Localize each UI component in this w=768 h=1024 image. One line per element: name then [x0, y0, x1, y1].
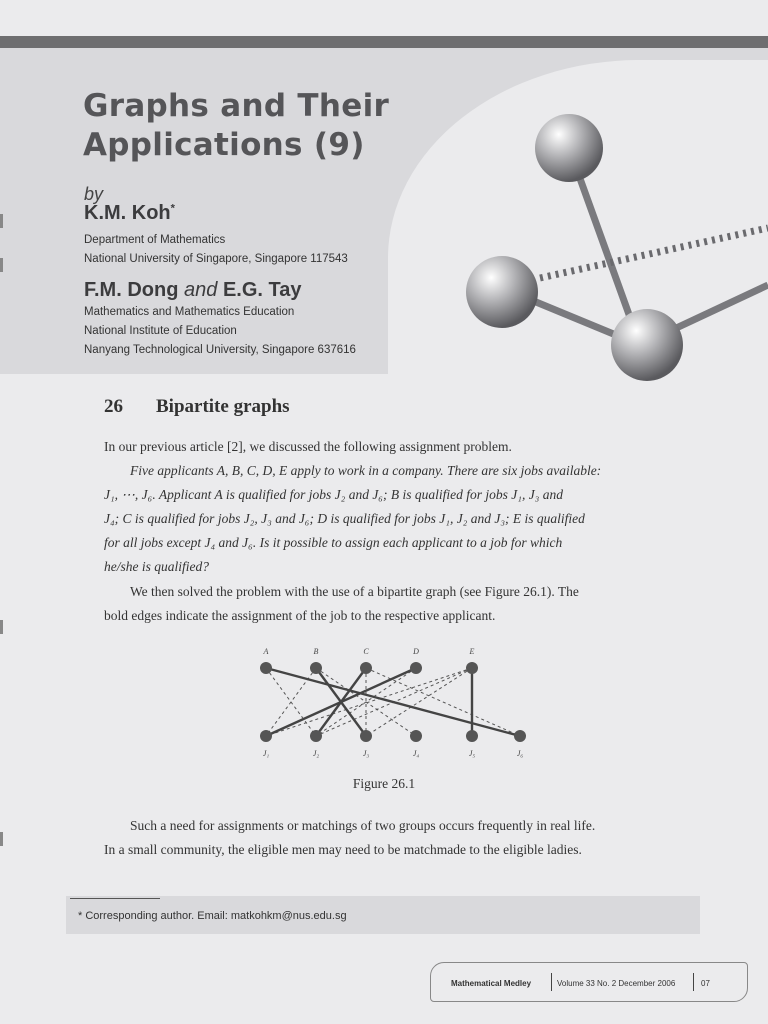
bipartite-graph-figure: [230, 640, 540, 766]
page-footer: [430, 962, 748, 1002]
text-line: Such a need for assignments or matchings of two groups occurs frequently in real life.: [130, 818, 596, 833]
vertex-label: J₁: [262, 749, 270, 758]
affiliation-line: Nanyang Technological University, Singapore 637616: [84, 344, 356, 356]
vertex-bottom: [466, 730, 478, 742]
affiliation-line: Department of Mathematics: [84, 234, 226, 246]
author-1-name: K.M. Koh: [84, 202, 171, 224]
vertex-label: A: [263, 647, 269, 656]
vertex-bottom: [310, 730, 322, 742]
vertex-top: [310, 662, 322, 674]
affiliation-line: National Institute of Education: [84, 325, 237, 337]
text-line: he/she is qualified?: [104, 559, 209, 574]
author-2: [84, 279, 301, 302]
footnote: * Corresponding author. Email: matkohkm@nus.edu.sg: [78, 910, 347, 922]
paragraph-matching: [104, 814, 700, 862]
vertex-bottom: [410, 730, 422, 742]
vertex-bottom: [360, 730, 372, 742]
vertex-label: C: [363, 647, 369, 656]
text-line: In our previous article [2], we discussed the following assignment problem.: [104, 439, 512, 454]
vertex-label: J₂: [312, 749, 320, 758]
vertex-top: [360, 662, 372, 674]
page-number: 07: [701, 979, 710, 988]
edge-mark: [0, 258, 3, 272]
figure-caption: Figure 26.1: [352, 776, 416, 791]
text-line: for all jobs except J₄ and J₆. Is it possible to assign each applicant to a job for which: [104, 535, 563, 550]
article-title: [83, 87, 389, 165]
vertex-bottom: [514, 730, 526, 742]
author-mark: *: [170, 202, 175, 215]
author-1: [84, 202, 175, 225]
section-title: Bipartite graphs: [156, 396, 290, 417]
vertex-top: [410, 662, 422, 674]
text-line: In a small community, the eligible men may need to be matchmade to the eligible ladies.: [104, 842, 582, 857]
vertex-label: E: [469, 647, 475, 656]
vertex-label: J₄: [412, 749, 420, 758]
footer-separator: [693, 973, 694, 991]
affiliation-line: Mathematics and Mathematics Education: [84, 306, 295, 318]
author-1-affiliation: [84, 231, 348, 269]
vertex-label: D: [413, 647, 419, 656]
molecule-illustration: [455, 100, 768, 390]
text-line: bold edges indicate the assignment of the job to the respective applicant.: [104, 608, 496, 623]
title-line-1: Graphs and Their: [83, 88, 390, 124]
vertex-label: J₃: [362, 749, 370, 758]
section-number: 26: [104, 396, 123, 417]
top-bar: [0, 36, 768, 48]
author-2a-name: F.M. Dong: [84, 279, 179, 301]
text-line: Five applicants A, B, C, D, E apply to work in a company. There are six jobs available:: [130, 463, 602, 478]
footnote-rule: [70, 898, 160, 899]
affiliation-line: National University of Singapore, Singapore 117543: [84, 253, 348, 265]
edge-mark: [0, 214, 3, 228]
issue-info: Volume 33 No. 2 December 2006: [557, 979, 676, 988]
author-2-affiliation: [84, 303, 356, 360]
edge-mark: [0, 620, 3, 634]
author-and: and: [184, 279, 218, 301]
paragraph-problem: [104, 459, 700, 579]
text-line: J₁, ⋯, J₆. Applicant A is qualified for jobs J₂ and J₆; B is qualified for jobs J₁, J₃ and: [104, 487, 563, 502]
journal-name: Mathematical Medley: [451, 979, 532, 988]
title-line-2: Applications (9): [83, 127, 365, 163]
vertex-label: B: [313, 647, 319, 656]
vertex-label: J₅: [468, 749, 476, 758]
text-line: We then solved the problem with the use of a bipartite graph (see Figure 26.1). The: [130, 584, 579, 599]
byline: by: [84, 184, 104, 204]
vertex-bottom: [260, 730, 272, 742]
author-2b-name: E.G. Tay: [222, 279, 302, 301]
section-heading: [104, 396, 290, 418]
vertex-top: [466, 662, 478, 674]
edge-mark: [0, 832, 3, 846]
text-line: J₄; C is qualified for jobs J₂, J₃ and J₆; D is qualified for jobs J₁, J₂ and J₃; E is qualified: [104, 511, 585, 526]
vertex-top: [260, 662, 272, 674]
footer-separator: [551, 973, 552, 991]
paragraph-intro: [104, 435, 700, 459]
paragraph-solution: [104, 580, 700, 628]
vertex-label: J₆: [516, 749, 524, 758]
